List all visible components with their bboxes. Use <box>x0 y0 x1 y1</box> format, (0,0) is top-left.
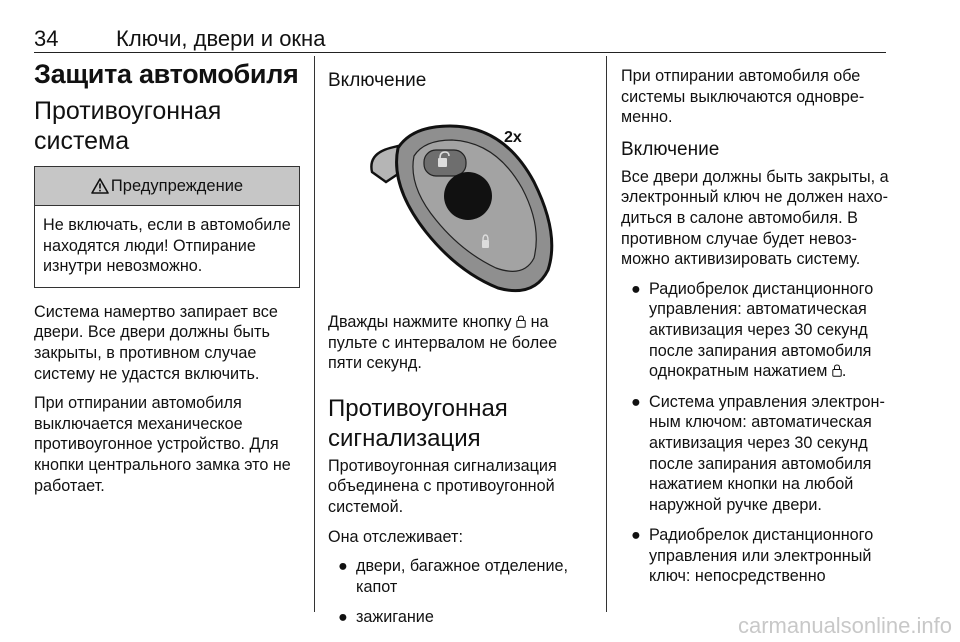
page-title: Защита автомобиля <box>34 59 299 89</box>
column-divider <box>606 56 607 612</box>
paragraph: Противоугонная сигнализация объединена с противоугонной системой. <box>328 456 557 516</box>
warning-heading: Предупреждение <box>110 176 244 195</box>
bullet-icon: ● <box>338 557 348 576</box>
list-item <box>621 392 889 516</box>
warning-triangle-icon <box>91 178 109 194</box>
watermark: carmanualsonline.info <box>737 613 952 638</box>
bullet-icon: ● <box>338 608 348 627</box>
list-item <box>621 279 889 382</box>
bullet-icon: ● <box>631 279 641 298</box>
lock-icon <box>516 315 526 328</box>
bullet-list <box>328 556 592 628</box>
subsection-heading: Включение <box>328 70 427 91</box>
text-run: на пульте с интервалом не более пяти секунд. <box>328 313 558 373</box>
list-item <box>328 556 592 597</box>
list-item-text: Радиобрелок дистанционного управления или электронный ключ: непосредственно <box>649 526 874 586</box>
list-item-text: двери, багажное отделение, капот <box>356 557 568 596</box>
section-heading: Противоугонная система <box>34 97 222 155</box>
bullet-list <box>621 279 889 587</box>
key-fob-figure <box>328 102 592 312</box>
subsection-heading: Включение <box>621 138 720 160</box>
key-fob-illustration <box>328 102 592 312</box>
paragraph <box>328 312 592 374</box>
bullet-icon: ● <box>631 526 641 545</box>
lock-button <box>444 172 492 220</box>
bullet-icon: ● <box>631 392 641 411</box>
column-middle <box>328 56 592 638</box>
paragraph: Система намертво запирает все двери. Все двери должны быть закрыты, в противном случае систему не удастся включить. <box>34 302 278 383</box>
list-item <box>328 607 592 628</box>
list-item <box>621 525 889 587</box>
text-run: Дважды нажмите кнопку <box>328 313 517 331</box>
paragraph: При отпирании автомобиля обе системы выключаются одновременно. <box>621 67 865 127</box>
warning-header <box>35 167 299 206</box>
warning-text: Не включать, если в автомобиле находятся люди! Отпирание изнутри невозможно. <box>43 216 291 276</box>
column-right <box>621 56 889 597</box>
paragraph: При отпирании автомобиля выключается механическое противоугонное устройство. Для кнопки центрального замка это не работает. <box>34 394 291 495</box>
page-header <box>34 20 886 53</box>
column-left <box>34 56 300 505</box>
section-heading: Противоугонная сигнализация <box>328 394 508 452</box>
list-item-text: Радиобрелок дистанционного управления: автоматическая активизация через 30 секунд после запирания автомобиля однократным нажатием <box>649 279 874 381</box>
lock-icon <box>832 364 842 377</box>
list-item-text: Система управления электронным ключом: автоматическая активизация через 30 секунд после запирания автомобиля нажатием кнопки на любой наружной ручке двери. <box>649 392 885 514</box>
page-number: 34 <box>34 26 59 51</box>
list-item-text: зажигание <box>356 608 434 627</box>
section-title: Ключи, двери и окна <box>116 26 326 51</box>
text-run: . <box>841 362 847 381</box>
press-count-label: 2x <box>504 129 522 146</box>
paragraph: Все двери должны быть закрыты, а электронный ключ не должен находиться в салоне автомобиля. В противном случае будет невозможно активизировать систему. <box>621 167 889 269</box>
warning-box <box>34 166 300 288</box>
paragraph: Она отслеживает: <box>328 527 463 546</box>
column-divider <box>314 56 315 612</box>
